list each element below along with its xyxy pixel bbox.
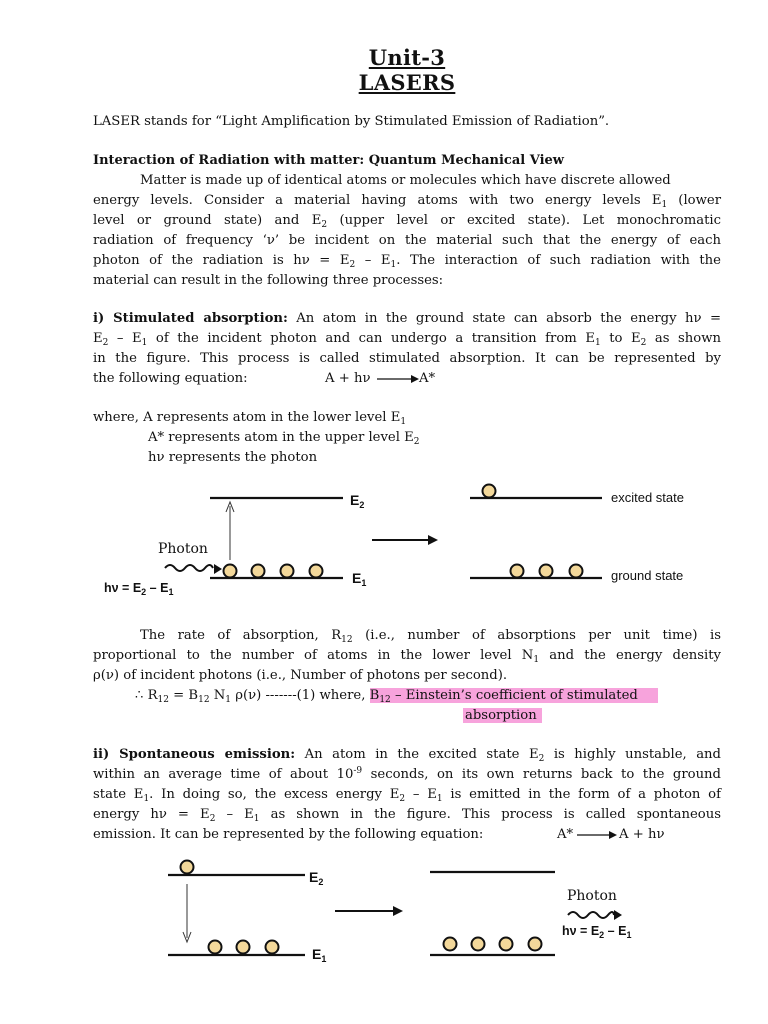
fig2-hv-label: $h\nu = E_2 - E_1$	[562, 924, 632, 940]
para1-line5: photon of the radiation is $h\nu = E_2 - E_1$. The interaction of such radiation with the	[93, 253, 721, 270]
rate-line1: The rate of absorption, $R_{12}$ (i.e., number of absorptions per unit time) is	[140, 628, 721, 645]
unit-title: Unit-3	[368, 45, 446, 70]
para1-line2: energy levels. Consider a material having atoms with two energy levels $E_1$ (lower	[93, 193, 722, 210]
fig2-photon-label: Photon	[567, 888, 617, 904]
fig1-hv-label: $h\nu = E_2 - E_1$	[104, 581, 174, 597]
stim-line1: i) Stimulated absorption: An atom in the ground state can absorb the energy hν =	[93, 311, 721, 326]
stim-equation-right: A*	[419, 371, 436, 386]
initial-atoms	[181, 861, 279, 954]
para1-line4: radiation of frequency ‘ν’ be incident on the material such that the energy of each	[93, 233, 721, 248]
fig2-e1-label: $E_1$	[312, 946, 327, 964]
rate-line3: ρ(ν) of incident photons (i.e., Number of photons per second).	[93, 668, 508, 683]
ground-atoms	[224, 565, 323, 578]
where-line2: A* represents atom in the upper level $E_2$	[148, 430, 420, 447]
spont-line2: within an average time of about $10^{-9}$ seconds, on its own returns back to the ground	[93, 766, 721, 782]
intro-text: LASER stands for “Light Amplification by Stimulated Emission of Radiation”.	[93, 114, 610, 129]
para1-line1: Matter is made up of identical atoms or molecules which have discrete allowed	[140, 173, 671, 188]
photon-wave-icon	[568, 912, 614, 918]
spont-equation-right: A + hν	[619, 827, 665, 842]
stim-line4: the following equation: A + hν A*	[93, 369, 721, 389]
final-atoms	[483, 485, 583, 578]
rate-equation: ∴ $R_{12} = B_{12}$ $N_1$ ρ(ν) -------(1) where, $B_{12}$ – Einstein’s coefficient of stimulated	[135, 686, 735, 706]
fig1-ground-state-label: ground state	[611, 568, 684, 583]
photon-wave-icon	[165, 565, 213, 571]
para1-line6: material can result in the following three processes:	[93, 273, 444, 288]
fig1-e1-label: $E_1$	[352, 570, 367, 588]
where-line1: where, A represents atom in the lower level $E_1$	[93, 410, 407, 427]
stim-line3: in the figure. This process is called stimulated absorption. It can be represented by	[93, 351, 721, 366]
final-atoms	[444, 938, 542, 951]
section-heading: Interaction of Radiation with matter: Quantum Mechanical View	[93, 153, 564, 168]
para1-line3: level or ground state) and $E_2$ (upper level or excited state). Let monochromatic	[93, 213, 722, 230]
where-line3: hν represents the photon	[148, 450, 318, 465]
spont-line5: emission. It can be represented by the following equation: A* A + hν	[93, 825, 721, 845]
arrow-right-icon	[577, 830, 617, 840]
stim-line2: $E_2 - E_1$ of the incident photon and can undergo a transition from $E_1$ to $E_2$ as shown	[93, 331, 721, 348]
topic-title: LASERS	[358, 70, 456, 95]
fig2-e2-label: $E_2$	[309, 869, 324, 887]
spont-line3: state $E_1$. In doing so, the excess energy $E_2 - E_1$ is emitted in the form of a photon of	[93, 787, 721, 804]
fig1-excited-state-label: excited state	[611, 490, 684, 505]
spont-line4: energy $h\nu = E_2 - E_1$ as shown in the figure. This process is called spontaneous	[93, 807, 722, 824]
stim-equation-left: A + hν	[325, 371, 371, 386]
einstein-coefficient-highlight: $B_{12}$ – Einstein’s coefficient of stimulated	[370, 688, 658, 703]
fig1-e2-label: $E_2$	[350, 492, 365, 510]
arrow-right-icon	[377, 374, 419, 384]
spont-equation-left: A*	[557, 827, 574, 842]
rate-line2: proportional to the number of atoms in the lower level $N_1$ and the energy density	[93, 648, 721, 665]
rate-highlight-line2: absorption	[463, 706, 583, 726]
spont-line1: ii) Spontaneous emission: An atom in the excited state $E_2$ is highly unstable, and	[93, 747, 721, 764]
fig1-photon-label: Photon	[158, 541, 208, 557]
